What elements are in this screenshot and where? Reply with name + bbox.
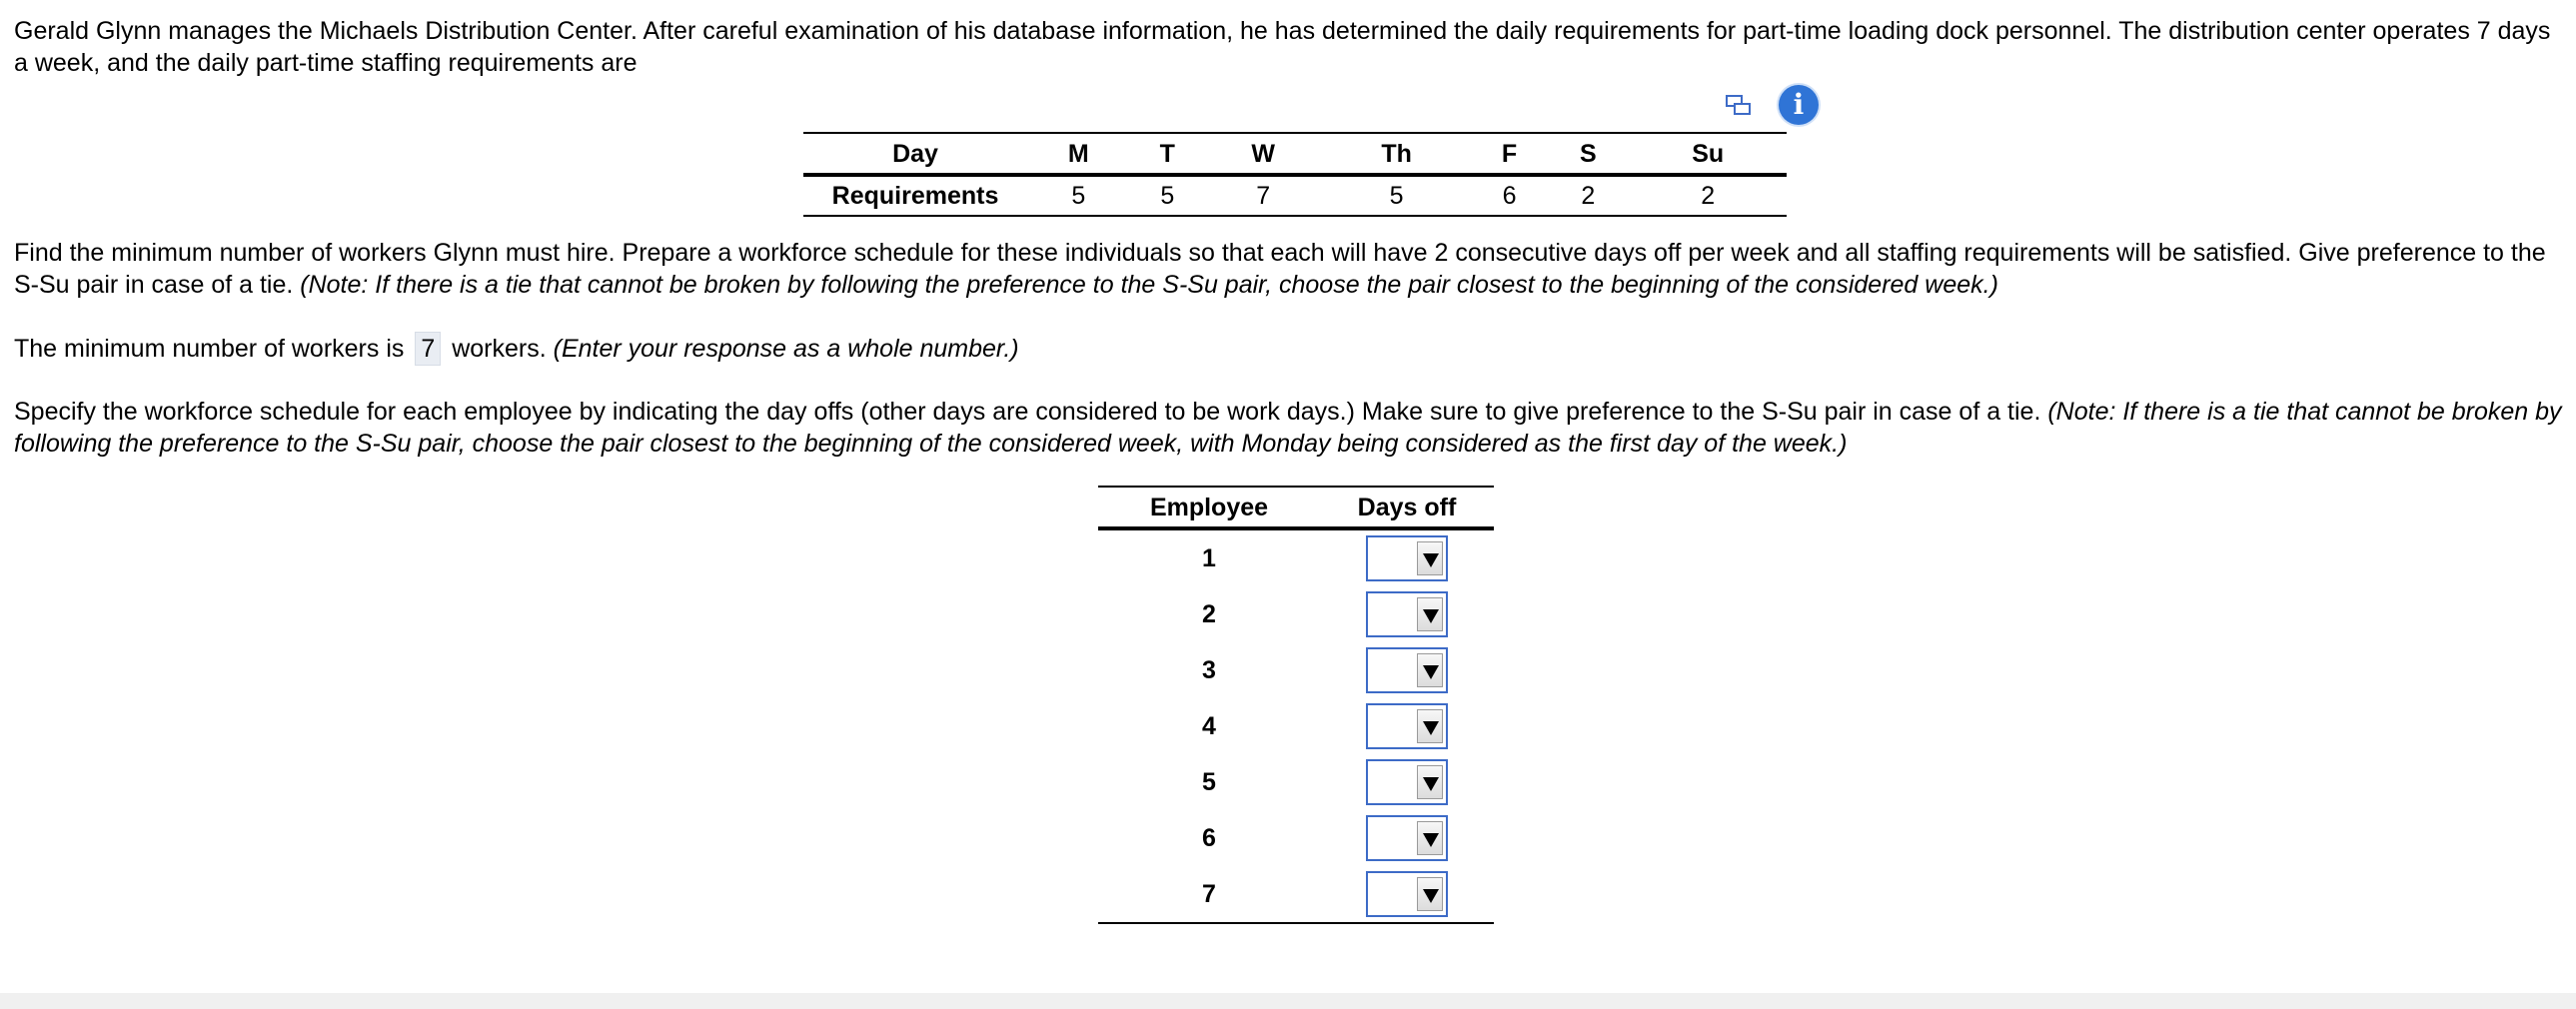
table-row <box>1098 866 1494 923</box>
requirement-value: 2 <box>1547 175 1629 216</box>
table-row <box>1098 642 1494 698</box>
days-off-cell <box>1320 698 1494 754</box>
employee-number: 7 <box>1098 866 1320 923</box>
footer-bar <box>0 993 2576 1009</box>
requirements-row <box>803 175 1787 216</box>
days-off-select[interactable] <box>1366 591 1448 637</box>
schedule-header-row <box>1098 487 1494 528</box>
days-off-cell <box>1320 754 1494 810</box>
chevron-down-icon[interactable] <box>1417 821 1443 855</box>
employee-number: 4 <box>1202 712 1216 740</box>
requirement-value: 7 <box>1205 175 1321 216</box>
days-off-select[interactable] <box>1366 759 1448 805</box>
answer-suffix: workers. <box>452 335 547 363</box>
day-header: Su <box>1629 133 1787 175</box>
chevron-down-icon[interactable] <box>1417 541 1443 575</box>
days-off-select[interactable] <box>1366 535 1448 581</box>
requirement-value: 5 <box>1027 175 1130 216</box>
day-header: F <box>1472 133 1547 175</box>
employee-column-header: Employee <box>1098 487 1320 528</box>
chevron-down-icon[interactable] <box>1417 709 1443 743</box>
chevron-down-icon[interactable] <box>1417 653 1443 687</box>
employee-number: 2 <box>1202 600 1216 628</box>
day-header: S <box>1547 133 1629 175</box>
day-header: T <box>1130 133 1205 175</box>
employee-number: 3 <box>1202 656 1216 684</box>
requirement-value: 5 <box>1321 175 1472 216</box>
requirement-value: 6 <box>1472 175 1547 216</box>
instructions-text: Find the minimum number of workers Glynn must hire. Prepare a workforce schedule for these individuals so that each will have 2 consecutive days off per week and all staffing requirements will be satisfied. Give preference to the S-Su pair in case of a tie. <box>14 239 2546 299</box>
requirements-header-row <box>803 133 1787 175</box>
requirements-row-header: Requirements <box>803 175 1027 216</box>
answer-prefix: The minimum number of workers is <box>14 335 405 363</box>
schedule-instructions-text: Specify the workforce schedule for each employee by indicating the day offs (other days are considered to be work days.) Make sure to give preference to the S-Su pair in case of a tie. <box>14 398 2048 426</box>
table-row <box>1098 810 1494 866</box>
chevron-down-icon[interactable] <box>1417 765 1443 799</box>
employee-number: 5 <box>1202 768 1216 796</box>
requirement-value: 2 <box>1629 175 1787 216</box>
table-row <box>1098 528 1494 586</box>
chevron-down-icon[interactable] <box>1417 597 1443 631</box>
employee-number: 1 <box>1202 544 1216 572</box>
chevron-down-icon[interactable] <box>1417 877 1443 911</box>
instructions-note: (Note: If there is a tie that cannot be broken by following the preference to the S-Su pair, choose the pair closest to the beginning of the considered week.) <box>300 271 1998 299</box>
days-off-cell <box>1320 810 1494 866</box>
days-off-select[interactable] <box>1366 871 1448 917</box>
day-row-header: Day <box>803 133 1027 175</box>
instructions <box>14 237 2562 301</box>
days-off-select[interactable] <box>1366 703 1448 749</box>
days-off-cell <box>1320 528 1494 586</box>
days-off-cell <box>1320 642 1494 698</box>
schedule-table <box>1098 486 1494 924</box>
schedule-instructions <box>14 396 2562 460</box>
problem-intro: Gerald Glynn manages the Michaels Distribution Center. After careful examination of his database information, he has determined the daily requirements for part-time loading dock personnel. The distribution center operates 7 days a week, and the daily part-time staffing requirements are <box>14 17 2551 77</box>
day-header: W <box>1205 133 1321 175</box>
day-header: Th <box>1321 133 1472 175</box>
table-row <box>1098 754 1494 810</box>
table-row <box>1098 698 1494 754</box>
days-off-select[interactable] <box>1366 647 1448 693</box>
days-off-cell <box>1320 586 1494 642</box>
employee-number: 6 <box>1202 824 1216 852</box>
day-header: M <box>1027 133 1130 175</box>
requirement-value: 5 <box>1130 175 1205 216</box>
answer-line <box>14 332 2562 366</box>
min-workers-input[interactable]: 7 <box>415 332 441 366</box>
answer-hint: (Enter your response as a whole number.) <box>553 335 1019 363</box>
table-row <box>1098 586 1494 642</box>
days-off-column-header: Days off <box>1320 487 1494 528</box>
copy-icon[interactable] <box>1725 93 1753 119</box>
days-off-select[interactable] <box>1366 815 1448 861</box>
info-icon[interactable]: i <box>1779 85 1819 125</box>
days-off-cell <box>1320 866 1494 923</box>
schedule-instructions-note: (Note: If there is a tie that cannot be broken by following the preference to the S-Su pair, choose the pair closest to the beginning of the considered week, with Monday being considered as the first day of the week.) <box>14 398 2562 458</box>
requirements-table <box>803 132 1787 217</box>
